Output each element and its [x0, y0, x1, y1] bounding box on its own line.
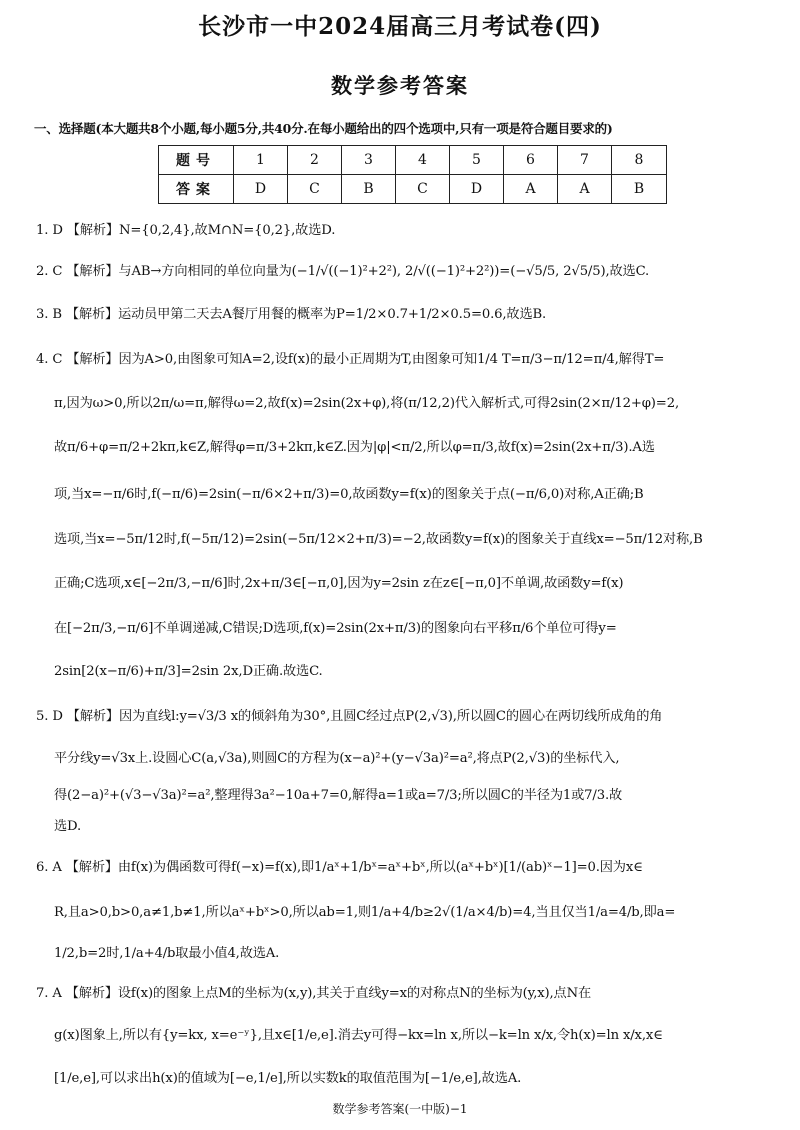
answer-cell: C: [288, 175, 342, 204]
row-label: 题号: [159, 146, 234, 175]
page-footer: 数学参考答案(一中版)−1: [332, 1102, 468, 1116]
solution-line: 1/2,b=2时,1/a+4/b取最小值4,故选A.: [54, 946, 280, 961]
solution-line: 6. A 【解析】由f(x)为偶函数可得f(−x)=f(x),即1/aˣ+1/bˣ=aˣ+bˣ,所以(aˣ+bˣ)[1/(ab)ˣ−1]=0.因为x∈: [36, 860, 643, 875]
answer-cell: B: [342, 175, 396, 204]
solution-line: 在[−2π/3,−π/6]不单调递减,C错误;D选项,f(x)=2sin(2x+π/3)的图象向右平移π/6个单位可得y=: [54, 621, 617, 636]
question-number-cell: 2: [288, 146, 342, 175]
question-number-cell: 7: [558, 146, 612, 175]
solution-line: π,因为ω>0,所以2π/ω=π,解得ω=2,故f(x)=2sin(2x+φ),将(π/12,2)代入解析式,可得2sin(2×π/12+φ)=2,: [54, 396, 679, 411]
solution-line: 3. B 【解析】运动员甲第二天去A餐厅用餐的概率为P=1/2×0.7+1/2×0.5=0.6,故选B.: [36, 307, 547, 322]
question-number-cell: 6: [504, 146, 558, 175]
answer-cell: D: [234, 175, 288, 204]
question-number-row: [159, 146, 667, 175]
row-label: 答案: [159, 175, 234, 204]
answer-cell: D: [450, 175, 504, 204]
solution-line: 得(2−a)²+(√3−√3a)²=a²,整理得3a²−10a+7=0,解得a=1或a=7/3;所以圆C的半径为1或7/3.故: [54, 788, 623, 803]
question-number-cell: 4: [396, 146, 450, 175]
question-number-cell: 5: [450, 146, 504, 175]
solution-line: 7. A 【解析】设f(x)的图象上点M的坐标为(x,y),其关于直线y=x的对称点N的坐标为(y,x),点N在: [36, 986, 592, 1001]
solution-line: 选D.: [54, 819, 82, 834]
answer-table: [158, 145, 667, 204]
answer-cell: A: [504, 175, 558, 204]
solution-line: 选项,当x=−5π/12时,f(−5π/12)=2sin(−5π/12×2+π/3)=−2,故函数y=f(x)的图象关于直线x=−5π/12对称,B: [54, 532, 703, 547]
answer-row: [159, 175, 667, 204]
solution-line: 2sin[2(x−π/6)+π/3]=2sin 2x,D正确.故选C.: [54, 664, 323, 679]
question-number-cell: 1: [234, 146, 288, 175]
solution-line: g(x)图象上,所以有{y=kx, x=e⁻ʸ},且x∈[1/e,e].消去y可得−kx=ln x,所以−k=ln x/x,令h(x)=ln x/x,x∈: [54, 1028, 663, 1043]
solution-line: 5. D 【解析】因为直线l:y=√3/3 x的倾斜角为30°,且圆C经过点P(2,√3),所以圆C的圆心在两切线所成角的角: [36, 709, 663, 724]
document-title: 数学参考答案: [331, 74, 469, 98]
solution-line: 项,当x=−π/6时,f(−π/6)=2sin(−π/6×2+π/3)=0,故函数y=f(x)的图象关于点(−π/6,0)对称,A正确;B: [54, 487, 644, 502]
solution-line: 故π/6+φ=π/2+2kπ,k∈Z,解得φ=π/3+2kπ,k∈Z.因为|φ|<π/2,所以φ=π/3,故f(x)=2sin(2x+π/3).A选: [54, 440, 655, 455]
solution-line: [1/e,e],可以求出h(x)的值域为[−e,1/e],所以实数k的取值范围为[−1/e,e],故选A.: [54, 1071, 522, 1086]
solution-line: 平分线y=√3x上.设圆心C(a,√3a),则圆C的方程为(x−a)²+(y−√3a)²=a²,将点P(2,√3)的坐标代入,: [54, 751, 620, 766]
answer-cell: B: [612, 175, 667, 204]
exam-title: 长沙市一中2024届高三月考试卷(四): [198, 13, 602, 40]
section-heading: 一、选择题(本大题共8个小题,每小题5分,共40分.在每小题给出的四个选项中,只有一项是符合题目要求的): [34, 121, 613, 136]
solution-line: R,且a>0,b>0,a≠1,b≠1,所以aˣ+bˣ>0,所以ab=1,则1/a+4/b≥2√(1/a×4/b)=4,当且仅当1/a=4/b,即a=: [54, 905, 676, 920]
solution-line: 4. C 【解析】因为A>0,由图象可知A=2,设f(x)的最小正周期为T,由图象可知1/4 T=π/3−π/12=π/4,解得T=: [36, 352, 665, 367]
solution-line: 正确;C选项,x∈[−2π/3,−π/6]时,2x+π/3∈[−π,0],因为y=2sin z在z∈[−π,0]不单调,故函数y=f(x): [54, 576, 624, 591]
question-number-cell: 3: [342, 146, 396, 175]
answer-cell: C: [396, 175, 450, 204]
solution-line: 2. C 【解析】与AB→方向相同的单位向量为(−1/√((−1)²+2²), 2/√((−1)²+2²))=(−√5/5, 2√5/5),故选C.: [36, 264, 650, 279]
answer-cell: A: [558, 175, 612, 204]
solution-line: 1. D 【解析】N={0,2,4},故M∩N={0,2},故选D.: [36, 223, 336, 238]
question-number-cell: 8: [612, 146, 667, 175]
